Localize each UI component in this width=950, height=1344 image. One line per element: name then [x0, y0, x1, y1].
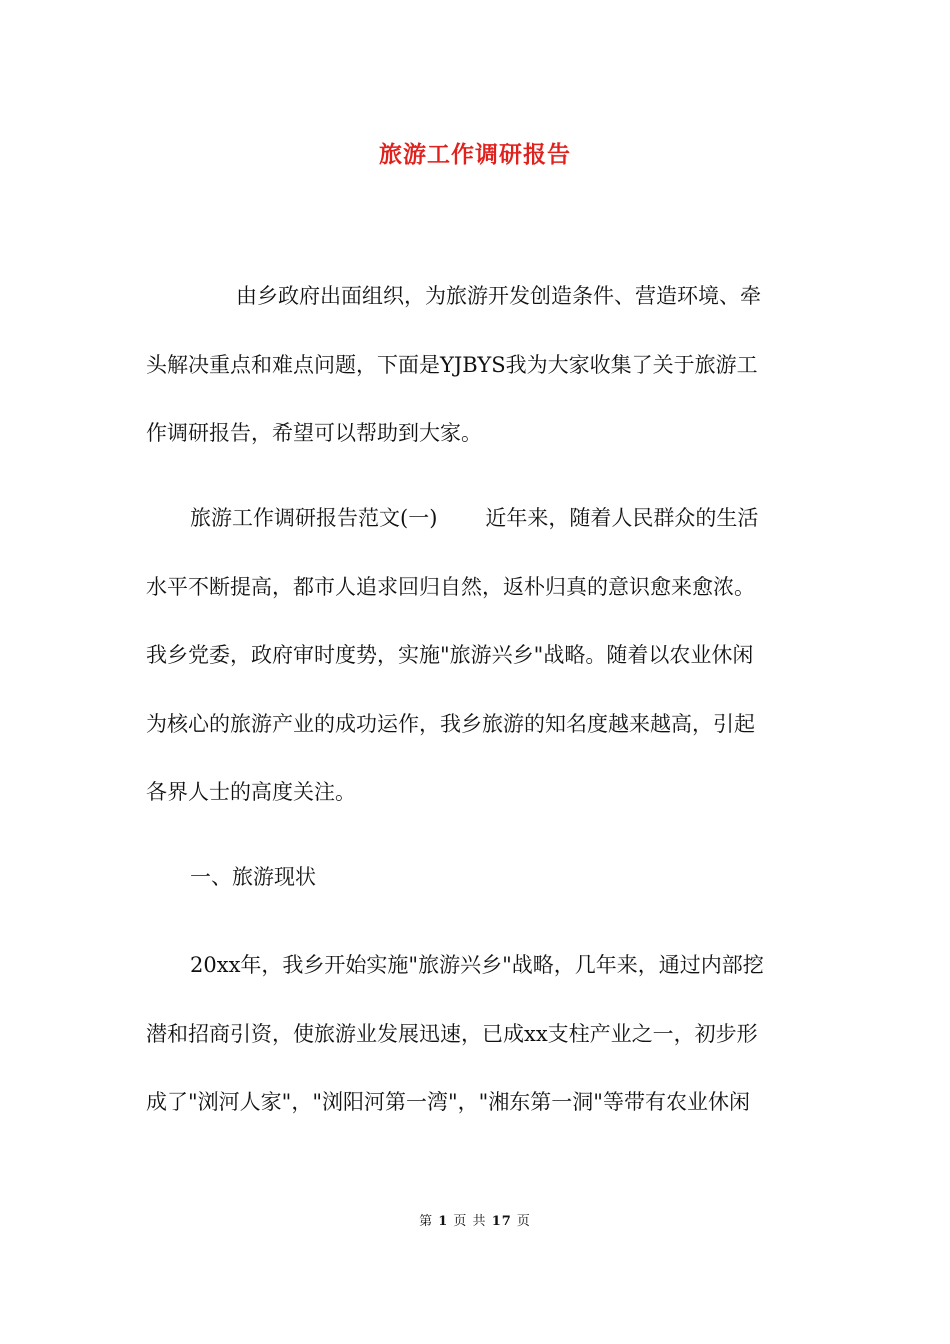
text-line: 成了"浏河人家"，"浏阳河第一湾"，"湘东第一洞"等带有农业休闲 [146, 1090, 750, 1114]
footer-suffix: 页 [516, 1214, 531, 1229]
text-line: 头解决重点和难点问题，下面是YJBYS我为大家收集了关于旅游工 [146, 352, 758, 377]
text-line: 20xx年，我乡开始实施"旅游兴乡"战略，几年来，通过内部挖 [190, 953, 764, 977]
footer-total-pages: 17 [491, 1214, 512, 1229]
document-title: 旅游工作调研报告 [379, 141, 571, 168]
text-line: 为核心的旅游产业的成功运作，我乡旅游的知名度越来越高，引起 [146, 711, 755, 736]
intro-paragraph [146, 262, 806, 468]
text-line: 我乡党委，政府审时度势，实施"旅游兴乡"战略。随着以农业休闲 [146, 643, 754, 667]
section-one-heading: 一、旅游现状 [190, 865, 316, 889]
text-line: 各界人士的高度关注。 [146, 780, 356, 804]
footer-middle: 页 共 [453, 1214, 487, 1229]
sample-first-line: 近年来，随着人民群众的生活 [485, 506, 759, 530]
text-line: 潜和招商引资，使旅游业发展迅速，已成xx支柱产业之一，初步形 [146, 1021, 758, 1046]
section-heading [146, 843, 806, 912]
page-footer [0, 1210, 950, 1229]
text-line: 由乡政府出面组织，为旅游开发创造条件、营造环境、牵 [236, 284, 761, 308]
sample-heading: 旅游工作调研报告范文(一) [190, 506, 438, 530]
footer-page-number: 1 [438, 1214, 449, 1229]
footer-prefix: 第 [419, 1214, 434, 1229]
sample-paragraph [146, 484, 806, 827]
text-line: 作调研报告，希望可以帮助到大家。 [146, 421, 482, 445]
text-line [146, 484, 806, 553]
status-paragraph [146, 931, 806, 1137]
text-line: 水平不断提高，都市人追求回归自然，返朴归真的意识愈来愈浓。 [146, 574, 755, 599]
